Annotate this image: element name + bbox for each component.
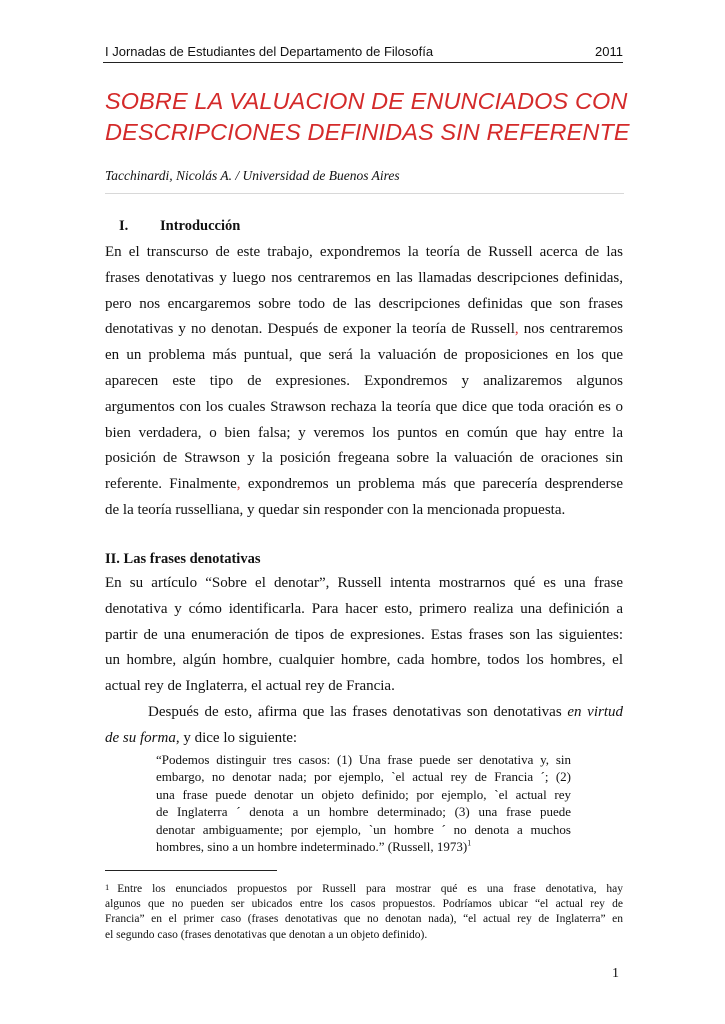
section-title: Introducción: [160, 218, 241, 234]
author-rule: [105, 193, 624, 194]
quote-line: una frase puede denotar un objeto definido; por ejemplo, `el actual rey: [156, 786, 571, 802]
introduction-paragraph: [105, 240, 623, 524]
text-line: partir de una enumeración de tipos de expresiones. Estas frases son las siguientes:: [105, 626, 623, 643]
text-line: Después de esto, afirma que las frases denotativas son denotativas en virtud: [148, 703, 623, 720]
text-line: argumentos con los cuales Strawson rechaza la teoría que dice que toda oración es o: [105, 398, 623, 415]
header-year: 2011: [595, 44, 623, 59]
denoting-paragraph: [105, 571, 623, 752]
section-number: I.: [119, 218, 129, 234]
quote-line: denotar ambiguamente; por ejemplo, `un hombre ´ no denota a muchos: [156, 821, 571, 837]
text-line: en un problema más puntual, que será la valuación de proposiciones en los que: [105, 347, 623, 364]
text-line: En su artículo “Sobre el denotar”, Russell intenta mostrarnos qué es una frase: [105, 575, 623, 591]
text-line: referente. Finalmente, expondremos un problema más que parecería desprenderse: [105, 476, 623, 493]
section-heading-introduction: [105, 218, 240, 235]
text-line: de su forma, y dice lo siguiente:: [105, 729, 298, 746]
footnote-rule: [105, 870, 277, 871]
footnote: [105, 880, 623, 943]
title-line-2: DESCRIPCIONES DEFINIDAS SIN REFERENTE: [105, 119, 630, 145]
text-line: denotativas y no denotan. Después de exponer la teoría de Russell, nos centraremos: [105, 321, 624, 338]
text-line: de la teoría russelliana, y quedar sin responder con la mencionada propuesta.: [105, 501, 566, 518]
title-line-1: SOBRE LA VALUACION DE ENUNCIADOS CON: [105, 88, 628, 114]
paper-title: [105, 86, 630, 148]
header-rule: [103, 62, 623, 63]
section-heading-denoting-phrases: II. Las frases denotativas: [105, 551, 261, 567]
text-line: pero nos encargaremos sobre todo de las descripciones definidas que son frases: [105, 295, 623, 312]
quote-line: embargo, no denotar nada; por ejemplo, `el actual rey de Francia ´; (2): [156, 769, 571, 785]
quote-line: hombres, sino a un hombre indeterminado.” (Russell, 1973)$^1$: [156, 838, 472, 855]
footnote-line: 1 Entre los enunciados propuestos por Russell para mostrar qué es una frase denotativa, hay: [105, 882, 623, 895]
footnote-reference[interactable]: 1: [467, 838, 472, 848]
text-line: actual rey de Inglaterra, el actual rey de Francia.: [105, 678, 395, 695]
quote-line: “Podemos distinguir tres casos: (1) Una frase puede ser denotativa y, sin: [156, 752, 571, 767]
running-header: [105, 44, 623, 59]
text-line: bien verdadera, o bien falsa; y veremos los puntos en común que hay entre la: [105, 424, 623, 441]
text-line: un hombre, algún hombre, cualquier hombre, cada hombre, todos los hombres, el: [105, 652, 623, 669]
footnote-mark: 1: [105, 882, 110, 892]
block-quote-russell: [156, 751, 571, 855]
footnote-line: algunos que no pueden ser ubicados entre los casos propuestos. Podríamos ubicar “el actual rey de: [105, 898, 623, 911]
footnote-line: el segundo caso (frases denotativas que denotan a un objeto definido).: [105, 928, 428, 941]
author-affiliation: Tacchinardi, Nicolás A. / Universidad de Buenos Aires: [105, 168, 400, 183]
text-line: aparecen este tipo de expresiones. Expondremos y analizaremos algunos: [105, 372, 623, 389]
quote-line: de Inglaterra ´ denota a un hombre determinado; (3) una frase puede: [156, 804, 571, 820]
header-conference: I Jornadas de Estudiantes del Departamento de Filosofía: [105, 44, 434, 59]
footnote-line: Francia” en el primer caso (frases denotativas que no denotan nada), “el actual rey de Inglaterra” en: [105, 913, 623, 926]
page-number: 1: [612, 966, 619, 981]
text-line: frases denotativas y luego nos centraremos en las llamadas descripciones definidas,: [105, 269, 623, 286]
text-line: denotativa y cómo identificarla. Para hacer esto, primero realiza una definición a: [105, 600, 623, 617]
text-line: posición de Strawson y la posición fregeana sobre la valuación de oraciones sin: [105, 450, 623, 467]
text-line: En el transcurso de este trabajo, expondremos la teoría de Russell acerca de las: [105, 244, 623, 260]
